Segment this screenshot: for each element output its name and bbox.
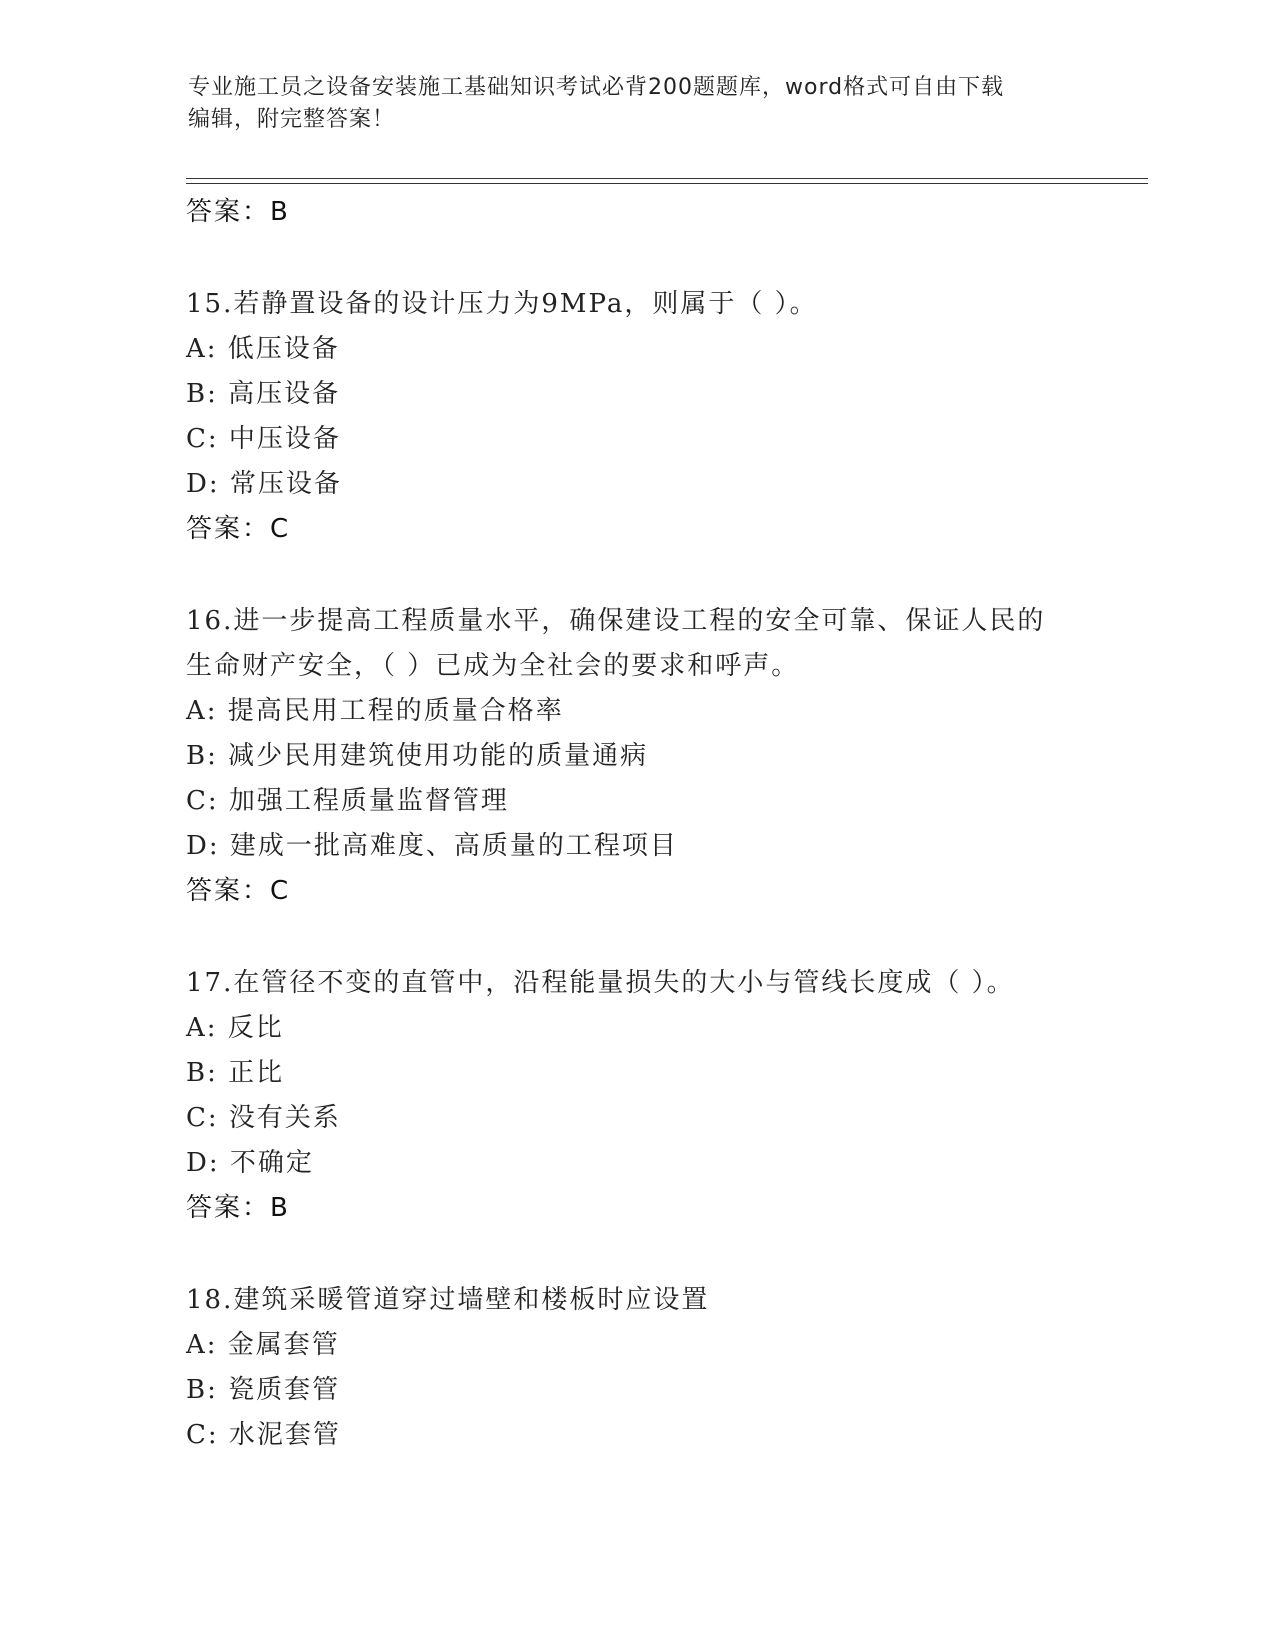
answer: 答案：C xyxy=(186,876,291,906)
question-list xyxy=(186,190,1148,1458)
previous-answer: 答案：B xyxy=(186,197,290,227)
option-d: D: 不确定 xyxy=(186,1148,314,1178)
spacer xyxy=(186,235,1148,282)
option-b: B: 正比 xyxy=(186,1058,285,1088)
question-text: 17.在管径不变的直管中，沿程能量损失的大小与管线长度成（ ）。 xyxy=(186,968,1015,998)
option-c: C: 没有关系 xyxy=(186,1103,341,1133)
option-d: D: 常压设备 xyxy=(186,469,342,499)
question-16 xyxy=(186,599,1148,914)
option-c: C: 中压设备 xyxy=(186,424,341,454)
option-a: A: 提高民用工程的质量合格率 xyxy=(186,696,564,726)
header-divider-top xyxy=(186,178,1148,179)
header-title-line-1: 专业施工员之设备安装施工基础知识考试必背200题题库，word格式可自由下载 xyxy=(188,75,1005,100)
header-divider-bottom xyxy=(186,183,1148,184)
question-18 xyxy=(186,1278,1148,1458)
option-a: A: 低压设备 xyxy=(186,334,340,364)
option-a: A: 金属套管 xyxy=(186,1330,340,1360)
question-17 xyxy=(186,961,1148,1231)
option-b: B: 高压设备 xyxy=(186,379,341,409)
question-15 xyxy=(186,282,1148,552)
question-text: 18.建筑采暖管道穿过墙壁和楼板时应设置 xyxy=(186,1285,710,1315)
answer: 答案：B xyxy=(186,1193,290,1223)
option-c: C: 加强工程质量监督管理 xyxy=(186,786,509,816)
question-text-continued: 生命财产安全，（ ）已成为全社会的要求和呼声。 xyxy=(186,651,800,681)
option-a: A: 反比 xyxy=(186,1013,284,1043)
header-title-line-2: 编辑，附完整答案！ xyxy=(188,107,396,132)
question-text: 16.进一步提高工程质量水平，确保建设工程的安全可靠、保证人民的 xyxy=(186,606,1046,636)
document-header xyxy=(188,72,1078,136)
answer: 答案：C xyxy=(186,514,291,544)
spacer xyxy=(186,1231,1148,1278)
option-b: B: 减少民用建筑使用功能的质量通病 xyxy=(186,741,649,771)
option-b: B: 瓷质套管 xyxy=(186,1375,341,1405)
spacer xyxy=(186,552,1148,599)
option-d: D: 建成一批高难度、高质量的工程项目 xyxy=(186,831,678,861)
question-text: 15.若静置设备的设计压力为9MPa，则属于（ ）。 xyxy=(186,289,818,319)
spacer xyxy=(186,914,1148,961)
option-c: C: 水泥套管 xyxy=(186,1420,341,1450)
